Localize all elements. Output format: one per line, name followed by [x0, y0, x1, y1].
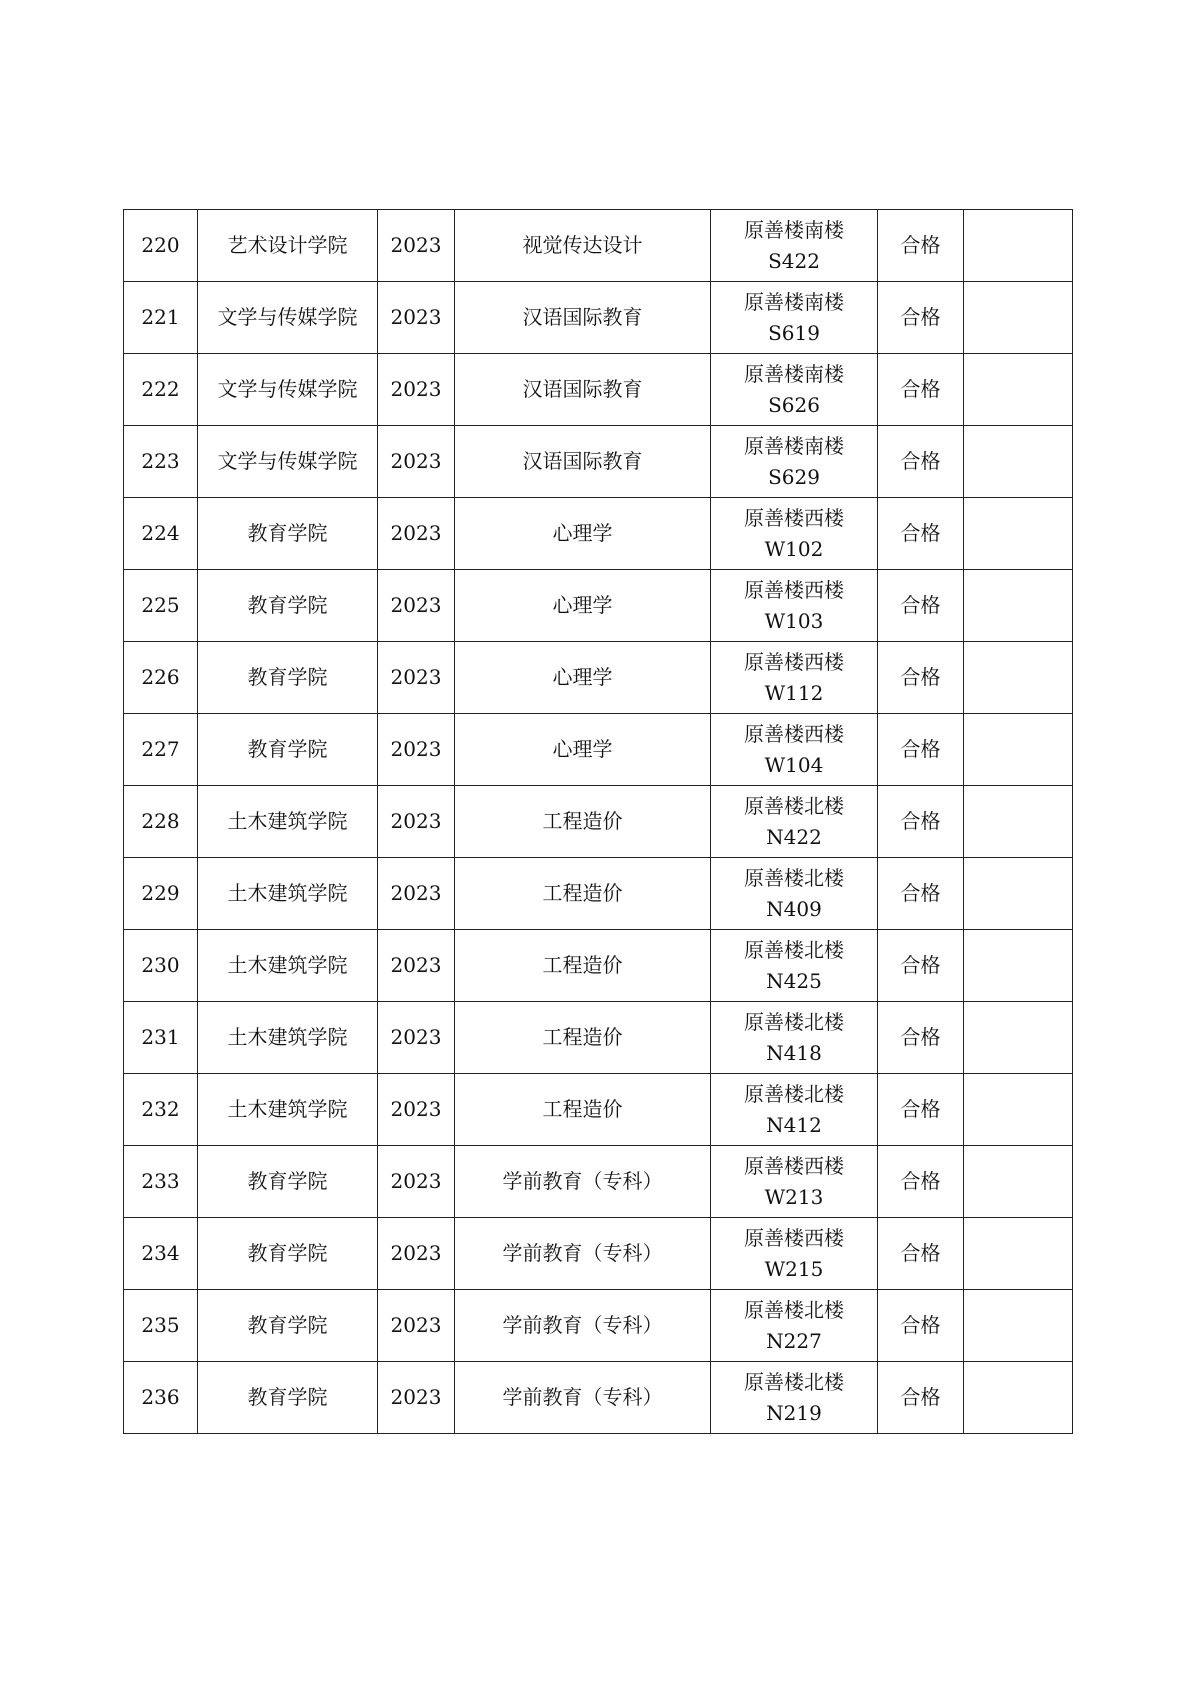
table-row [124, 858, 1073, 930]
year-cell: 2023 [378, 1218, 455, 1290]
row-number-cell: 224 [124, 498, 198, 570]
major-cell: 工程造价 [455, 1002, 711, 1074]
building-name: 原善楼北楼 [744, 1369, 844, 1394]
year-cell: 2023 [378, 426, 455, 498]
location-cell [711, 1218, 878, 1290]
remark-cell [964, 1002, 1073, 1074]
major-cell: 学前教育（专科） [455, 1218, 711, 1290]
room-number: S619 [768, 320, 820, 345]
row-number-cell: 230 [124, 930, 198, 1002]
major-cell: 工程造价 [455, 858, 711, 930]
building-name: 原善楼北楼 [744, 1297, 844, 1322]
result-cell: 合格 [878, 786, 964, 858]
table-row [124, 1146, 1073, 1218]
building-name: 原善楼北楼 [744, 793, 844, 818]
result-cell: 合格 [878, 1362, 964, 1434]
location-cell [711, 354, 878, 426]
row-number-cell: 225 [124, 570, 198, 642]
college-cell: 教育学院 [198, 570, 378, 642]
table-row [124, 210, 1073, 282]
college-cell: 土木建筑学院 [198, 1074, 378, 1146]
major-cell: 学前教育（专科） [455, 1362, 711, 1434]
college-cell: 土木建筑学院 [198, 930, 378, 1002]
college-cell: 艺术设计学院 [198, 210, 378, 282]
remark-cell [964, 1290, 1073, 1362]
remark-cell [964, 1146, 1073, 1218]
major-cell: 心理学 [455, 642, 711, 714]
room-number: S629 [768, 464, 820, 489]
row-number-cell: 228 [124, 786, 198, 858]
result-cell: 合格 [878, 714, 964, 786]
remark-cell [964, 858, 1073, 930]
table-row [124, 930, 1073, 1002]
row-number-cell: 232 [124, 1074, 198, 1146]
major-cell: 心理学 [455, 570, 711, 642]
year-cell: 2023 [378, 570, 455, 642]
row-number-cell: 227 [124, 714, 198, 786]
result-cell: 合格 [878, 1218, 964, 1290]
remark-cell [964, 930, 1073, 1002]
table-row [124, 642, 1073, 714]
remark-cell [964, 570, 1073, 642]
row-number-cell: 236 [124, 1362, 198, 1434]
result-cell: 合格 [878, 210, 964, 282]
location-cell [711, 498, 878, 570]
building-name: 原善楼北楼 [744, 937, 844, 962]
remark-cell [964, 1074, 1073, 1146]
table-row [124, 1290, 1073, 1362]
year-cell: 2023 [378, 642, 455, 714]
location-cell [711, 642, 878, 714]
row-number-cell: 229 [124, 858, 198, 930]
college-cell: 文学与传媒学院 [198, 354, 378, 426]
room-number: W112 [764, 680, 824, 705]
location-cell [711, 858, 878, 930]
college-cell: 土木建筑学院 [198, 1002, 378, 1074]
table-row [124, 282, 1073, 354]
room-number: S626 [768, 392, 820, 417]
row-number-cell: 221 [124, 282, 198, 354]
major-cell: 学前教育（专科） [455, 1146, 711, 1218]
college-cell: 文学与传媒学院 [198, 282, 378, 354]
room-number: W103 [764, 608, 824, 633]
location-cell [711, 1290, 878, 1362]
college-cell: 教育学院 [198, 714, 378, 786]
result-cell: 合格 [878, 1074, 964, 1146]
major-cell: 心理学 [455, 714, 711, 786]
major-cell: 汉语国际教育 [455, 426, 711, 498]
table-row [124, 570, 1073, 642]
table-row [124, 1218, 1073, 1290]
building-name: 原善楼北楼 [744, 1081, 844, 1106]
college-cell: 教育学院 [198, 1146, 378, 1218]
location-cell [711, 930, 878, 1002]
college-cell: 教育学院 [198, 498, 378, 570]
location-cell [711, 1362, 878, 1434]
building-name: 原善楼西楼 [744, 721, 844, 746]
college-cell: 土木建筑学院 [198, 786, 378, 858]
result-cell: 合格 [878, 858, 964, 930]
row-number-cell: 235 [124, 1290, 198, 1362]
building-name: 原善楼南楼 [744, 433, 844, 458]
year-cell: 2023 [378, 1362, 455, 1434]
building-name: 原善楼西楼 [744, 649, 844, 674]
major-cell: 视觉传达设计 [455, 210, 711, 282]
room-number: N422 [766, 824, 822, 849]
remark-cell [964, 282, 1073, 354]
year-cell: 2023 [378, 210, 455, 282]
result-cell: 合格 [878, 642, 964, 714]
year-cell: 2023 [378, 354, 455, 426]
building-name: 原善楼西楼 [744, 1225, 844, 1250]
location-cell [711, 282, 878, 354]
row-number-cell: 222 [124, 354, 198, 426]
row-number-cell: 226 [124, 642, 198, 714]
room-number: W213 [764, 1184, 824, 1209]
college-cell: 教育学院 [198, 1218, 378, 1290]
table-row [124, 786, 1073, 858]
building-name: 原善楼北楼 [744, 1009, 844, 1034]
table-row [124, 498, 1073, 570]
result-cell: 合格 [878, 1146, 964, 1218]
table-row [124, 714, 1073, 786]
major-cell: 工程造价 [455, 1074, 711, 1146]
result-cell: 合格 [878, 498, 964, 570]
row-number-cell: 220 [124, 210, 198, 282]
room-number: N418 [766, 1040, 822, 1065]
location-cell [711, 426, 878, 498]
room-number: W102 [764, 536, 824, 561]
inspection-results-table [123, 209, 1073, 1434]
year-cell: 2023 [378, 1002, 455, 1074]
major-cell: 学前教育（专科） [455, 1290, 711, 1362]
building-name: 原善楼北楼 [744, 865, 844, 890]
building-name: 原善楼西楼 [744, 1153, 844, 1178]
remark-cell [964, 786, 1073, 858]
year-cell: 2023 [378, 714, 455, 786]
result-cell: 合格 [878, 570, 964, 642]
location-cell [711, 1002, 878, 1074]
table-row [124, 1362, 1073, 1434]
remark-cell [964, 354, 1073, 426]
year-cell: 2023 [378, 282, 455, 354]
row-number-cell: 234 [124, 1218, 198, 1290]
remark-cell [964, 1362, 1073, 1434]
result-cell: 合格 [878, 282, 964, 354]
major-cell: 工程造价 [455, 930, 711, 1002]
location-cell [711, 786, 878, 858]
result-cell: 合格 [878, 354, 964, 426]
building-name: 原善楼西楼 [744, 505, 844, 530]
location-cell [711, 210, 878, 282]
year-cell: 2023 [378, 1290, 455, 1362]
remark-cell [964, 210, 1073, 282]
room-number: N227 [766, 1328, 822, 1353]
college-cell: 教育学院 [198, 1362, 378, 1434]
building-name: 原善楼西楼 [744, 577, 844, 602]
room-number: N412 [766, 1112, 822, 1137]
location-cell [711, 1146, 878, 1218]
row-number-cell: 233 [124, 1146, 198, 1218]
room-number: W104 [764, 752, 824, 777]
major-cell: 汉语国际教育 [455, 282, 711, 354]
college-cell: 教育学院 [198, 642, 378, 714]
location-cell [711, 1074, 878, 1146]
remark-cell [964, 642, 1073, 714]
result-cell: 合格 [878, 930, 964, 1002]
college-cell: 土木建筑学院 [198, 858, 378, 930]
building-name: 原善楼南楼 [744, 217, 844, 242]
row-number-cell: 231 [124, 1002, 198, 1074]
year-cell: 2023 [378, 930, 455, 1002]
table-row [124, 1002, 1073, 1074]
remark-cell [964, 714, 1073, 786]
year-cell: 2023 [378, 498, 455, 570]
building-name: 原善楼南楼 [744, 289, 844, 314]
room-number: N425 [766, 968, 822, 993]
year-cell: 2023 [378, 1074, 455, 1146]
result-cell: 合格 [878, 1002, 964, 1074]
result-cell: 合格 [878, 1290, 964, 1362]
room-number: N409 [766, 896, 822, 921]
major-cell: 工程造价 [455, 786, 711, 858]
location-cell [711, 570, 878, 642]
room-number: W215 [764, 1256, 824, 1281]
table-row [124, 354, 1073, 426]
room-number: S422 [768, 248, 820, 273]
college-cell: 教育学院 [198, 1290, 378, 1362]
table-row [124, 1074, 1073, 1146]
table-body [124, 210, 1073, 1434]
location-cell [711, 714, 878, 786]
year-cell: 2023 [378, 1146, 455, 1218]
table-row [124, 426, 1073, 498]
major-cell: 汉语国际教育 [455, 354, 711, 426]
remark-cell [964, 498, 1073, 570]
major-cell: 心理学 [455, 498, 711, 570]
remark-cell [964, 426, 1073, 498]
year-cell: 2023 [378, 786, 455, 858]
year-cell: 2023 [378, 858, 455, 930]
remark-cell [964, 1218, 1073, 1290]
building-name: 原善楼南楼 [744, 361, 844, 386]
room-number: N219 [766, 1400, 822, 1425]
row-number-cell: 223 [124, 426, 198, 498]
college-cell: 文学与传媒学院 [198, 426, 378, 498]
result-cell: 合格 [878, 426, 964, 498]
